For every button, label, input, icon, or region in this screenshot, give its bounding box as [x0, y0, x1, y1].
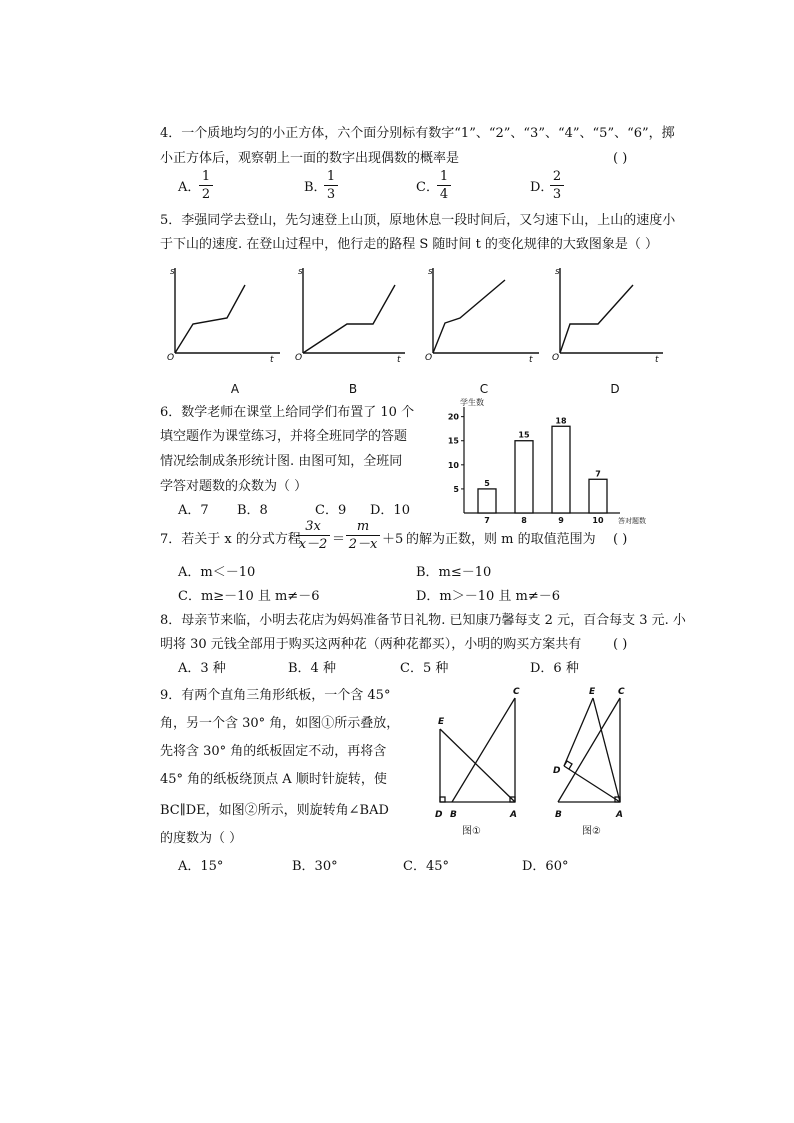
chart-category-label-10: 10: [592, 516, 604, 525]
q9-figure-1: [430, 683, 530, 843]
q5-b-axis-s: s: [298, 267, 303, 277]
q9-option-c[interactable]: C．45°: [403, 859, 449, 874]
chart-value-label-10: 7: [595, 469, 601, 479]
q8-line2: 明将 30 元钱全部用于购买这两种花（两种花都买），小明的购买方案共有: [160, 637, 582, 652]
fig1-label-d: D: [435, 810, 443, 820]
q7-frac1-den: x－2: [298, 537, 328, 552]
q4-d-den: 3: [552, 187, 562, 202]
q5-d-axis-t: t: [655, 355, 659, 365]
chart-bar-9: [552, 426, 570, 513]
q6-line1: 6．数学老师在课堂上给同学们布置了 10 个: [160, 405, 415, 420]
q4-b-num: 1: [326, 169, 336, 184]
q5-a-origin: O: [167, 353, 175, 363]
q5-line1: 5．李强同学去登山，先匀速登上山顶，原地休息一段时间后，又匀速下山，上山的速度小: [160, 213, 676, 228]
chart-value-label-9: 18: [555, 416, 567, 426]
q5-c-origin: O: [425, 353, 433, 363]
q5-a-axis-s: s: [170, 267, 175, 277]
q4-line2: 小正方体后，观察朝上一面的数字出现偶数的概率是: [160, 151, 460, 166]
fig2-label-e: E: [589, 687, 596, 697]
q5-c-axis-s: s: [428, 267, 433, 277]
q8-line1: 8．母亲节来临，小明去花店为妈妈准备节日礼物. 已知康乃馨每支 2 元，百合每支 3 元. 小: [160, 613, 686, 628]
q9-option-d[interactable]: D．60°: [522, 859, 569, 874]
fig1-label-c: C: [513, 687, 520, 697]
q4-option-c-fraction: [437, 170, 451, 201]
chart-xlabel: 答对题数: [618, 517, 646, 525]
q7-suffix: 的解为正数，则 m 的取值范围为: [406, 532, 596, 547]
q4-a-num: 1: [201, 169, 211, 184]
chart-ytick-label: 15: [447, 436, 459, 446]
q5-label-b: B: [348, 382, 358, 396]
q7-eq: ＝: [332, 532, 346, 547]
chart-ylabel: 学生数: [460, 398, 484, 407]
q5-graph-a: [175, 268, 280, 353]
q7-frac2-num: m: [356, 519, 370, 534]
q5-graph-d: [560, 268, 663, 353]
fig2-label-b: B: [555, 810, 562, 820]
q4-b-den: 3: [326, 187, 336, 202]
q5-graph-b: [303, 268, 405, 353]
q4-bracket: ( ): [613, 151, 628, 166]
q4-option-b-letter: B．: [304, 180, 327, 195]
q7-frac2-den: 2－x: [348, 537, 378, 552]
q6-line2: 填空题作为课堂练习，并将全班同学的答题: [160, 429, 408, 444]
q9-line6: 的度数为（ ）: [160, 831, 243, 846]
q6-option-b[interactable]: B．8: [237, 503, 268, 518]
q7-bracket: ( ): [613, 532, 628, 547]
q4-option-b-fraction: [324, 170, 338, 201]
q9-line4: 45° 角的纸板绕顶点 A 顺时针旋转，使: [160, 772, 387, 787]
q6-line4: 学答对题数的众数为（ ）: [160, 479, 308, 494]
q6-option-c[interactable]: C．9: [315, 503, 347, 518]
q5-b-axis-t: t: [397, 355, 401, 365]
chart-value-label-8: 15: [518, 430, 530, 440]
chart-value-label-7: 5: [484, 478, 490, 488]
q5-a-axis-t: t: [270, 355, 274, 365]
q9-line5: BC∥DE，如图②所示，则旋转角∠BAD: [160, 803, 389, 818]
q5-line2: 于下山的速度. 在登山过程中，他行走的路程 S 随时间 t 的变化规律的大致图象是（ ）: [160, 237, 659, 252]
q8-option-b[interactable]: B．4 种: [288, 661, 336, 676]
q4-option-d-fraction: [550, 170, 564, 201]
q9-line1: 9．有两个直角三角形纸板，一个含 45°: [160, 688, 391, 703]
q8-option-c[interactable]: C．5 种: [400, 661, 449, 676]
fig2-label-d: D: [553, 766, 561, 776]
chart-category-label-7: 7: [484, 516, 490, 525]
q4-option-c-letter: C．: [416, 180, 439, 195]
q4-option-d-letter: D．: [530, 180, 554, 195]
q4-d-num: 2: [552, 169, 562, 184]
q9-line2: 角，另一个含 30° 角，如图①所示叠放，: [160, 716, 400, 731]
q5-d-axis-s: s: [555, 267, 560, 277]
q4-c-num: 1: [439, 169, 449, 184]
q6-line3: 情况绘制成条形统计图. 由图可知，全班同: [160, 454, 403, 469]
chart-ytick-label: 10: [447, 460, 459, 470]
q7-option-d[interactable]: D．m＞－10 且 m≠－6: [416, 589, 561, 604]
q7-option-c[interactable]: C．m≥－10 且 m≠－6: [178, 589, 320, 604]
q9-option-a[interactable]: A．15°: [178, 859, 224, 874]
q7-plus: ＋5: [382, 532, 404, 547]
fig2-caption: 图②: [582, 826, 601, 837]
q5-d-origin: O: [552, 353, 560, 363]
q5-b-origin: O: [295, 353, 303, 363]
chart-category-label-8: 8: [521, 516, 527, 525]
fig1-label-b: B: [450, 810, 457, 820]
fig1-label-a: A: [510, 810, 517, 820]
q5-graph-c: [433, 268, 539, 353]
chart-bar-7: [478, 489, 496, 513]
q7-prefix: 7．若关于 x 的分式方程: [160, 532, 301, 547]
q5-c-axis-t: t: [529, 355, 533, 365]
q5-label-c: C: [479, 382, 489, 396]
chart-bar-10: [589, 479, 607, 513]
q4-option-a-letter: A．: [178, 180, 201, 195]
chart-ytick-label: 5: [453, 484, 459, 494]
fig1-label-e: E: [438, 717, 445, 727]
q8-option-a[interactable]: A．3 种: [178, 661, 226, 676]
q5-label-d: D: [610, 382, 620, 396]
chart-category-label-9: 9: [558, 516, 564, 525]
q4-line1: 4．一个质地均匀的小正方体，六个面分别标有数字“1”、“2”、“3”、“4”、“5”、“6”，掷: [160, 126, 675, 141]
q7-frac1: [296, 520, 330, 551]
q6-bar-chart: [440, 395, 665, 530]
q9-figure-2: [540, 683, 640, 843]
q4-option-a-fraction: [199, 170, 213, 201]
q5-label-a: A: [230, 382, 240, 396]
q7-option-a[interactable]: A．m＜－10: [178, 565, 256, 580]
q5-graphs: [155, 258, 675, 398]
fig2-label-a: A: [616, 810, 623, 820]
q6-option-a[interactable]: A．7: [178, 503, 209, 518]
q7-frac1-num: 3x: [305, 519, 321, 534]
q8-option-d[interactable]: D．6 种: [530, 661, 579, 676]
chart-bar-8: [515, 441, 533, 513]
q8-bracket: ( ): [613, 637, 628, 652]
q7-frac2: [346, 520, 380, 551]
q6-option-d[interactable]: D．10: [370, 503, 410, 518]
q9-line3: 先将含 30° 角的纸板固定不动，再将含: [160, 744, 387, 759]
fig1-caption: 图①: [462, 826, 481, 837]
q7-option-b[interactable]: B．m≤－10: [416, 565, 492, 580]
q4-a-den: 2: [201, 187, 211, 202]
q9-option-b[interactable]: B．30°: [292, 859, 338, 874]
q4-c-den: 4: [439, 187, 449, 202]
fig2-label-c: C: [618, 687, 625, 697]
chart-ytick-label: 20: [447, 412, 459, 422]
